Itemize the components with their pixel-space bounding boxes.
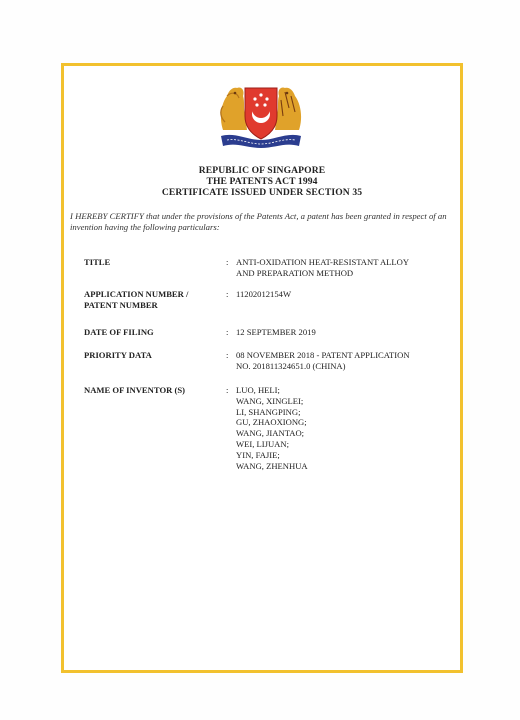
title-line: ANTI-OXIDATION HEAT-RESISTANT ALLOY	[236, 257, 410, 267]
field-priority-value	[236, 350, 454, 385]
field-separator: :	[226, 327, 229, 337]
field-priority-row	[84, 350, 454, 385]
inventor-name: WANG, XINGLEI;	[236, 395, 304, 406]
application-label-line: APPLICATION NUMBER /	[84, 289, 189, 299]
field-inventors-label: NAME OF INVENTOR (S)	[84, 385, 185, 395]
heading-country: REPUBLIC OF SINGAPORE	[198, 165, 326, 176]
certify-statement: I HEREBY CERTIFY that under the provisions of the Patents Act, a patent has been granted in respect of an invention having the following particulars:	[70, 211, 447, 232]
heading-section: CERTIFICATE ISSUED UNDER SECTION 35	[161, 187, 363, 198]
field-application-value: 11202012154W	[236, 289, 292, 299]
application-label-line: PATENT NUMBER	[84, 299, 158, 310]
field-priority-label: PRIORITY DATA	[84, 350, 152, 360]
inventor-name: YIN, FAJIE;	[236, 449, 280, 460]
priority-line: NO. 201811324651.0 (CHINA)	[236, 360, 346, 371]
inventor-name: WANG, JIANTAO;	[236, 428, 305, 439]
certificate-heading	[64, 165, 460, 198]
field-separator: :	[226, 257, 229, 267]
field-application-label	[84, 289, 226, 327]
inventor-name: WEI, LIJUAN;	[236, 438, 289, 449]
field-filing-date-value: 12 SEPTEMBER 2019	[236, 327, 316, 337]
inventor-name: LI, SHANGPING;	[236, 406, 301, 417]
field-filing-date-label: DATE OF FILING	[84, 327, 154, 337]
singapore-coat-of-arms-icon	[215, 78, 307, 150]
title-line: AND PREPARATION METHOD	[236, 267, 354, 278]
field-application-row	[84, 289, 454, 327]
inventor-name: GU, ZHAOXIONG;	[236, 417, 307, 428]
field-title-row	[84, 257, 454, 289]
field-title-label: TITLE	[84, 257, 111, 267]
field-separator: :	[226, 289, 229, 299]
field-inventors-value	[236, 385, 454, 471]
priority-line: 08 NOVEMBER 2018 - PATENT APPLICATION	[236, 350, 410, 360]
heading-act: THE PATENTS ACT 1994	[206, 176, 318, 187]
field-title-value	[236, 257, 454, 289]
field-separator: :	[226, 385, 229, 395]
inventor-name: WANG, ZHENHUA	[236, 460, 308, 471]
field-filing-date-row	[84, 327, 454, 350]
particulars-list	[84, 257, 454, 471]
field-separator: :	[226, 350, 229, 360]
field-inventors-row	[84, 385, 454, 471]
inventor-name: LUO, HELI;	[236, 385, 280, 395]
